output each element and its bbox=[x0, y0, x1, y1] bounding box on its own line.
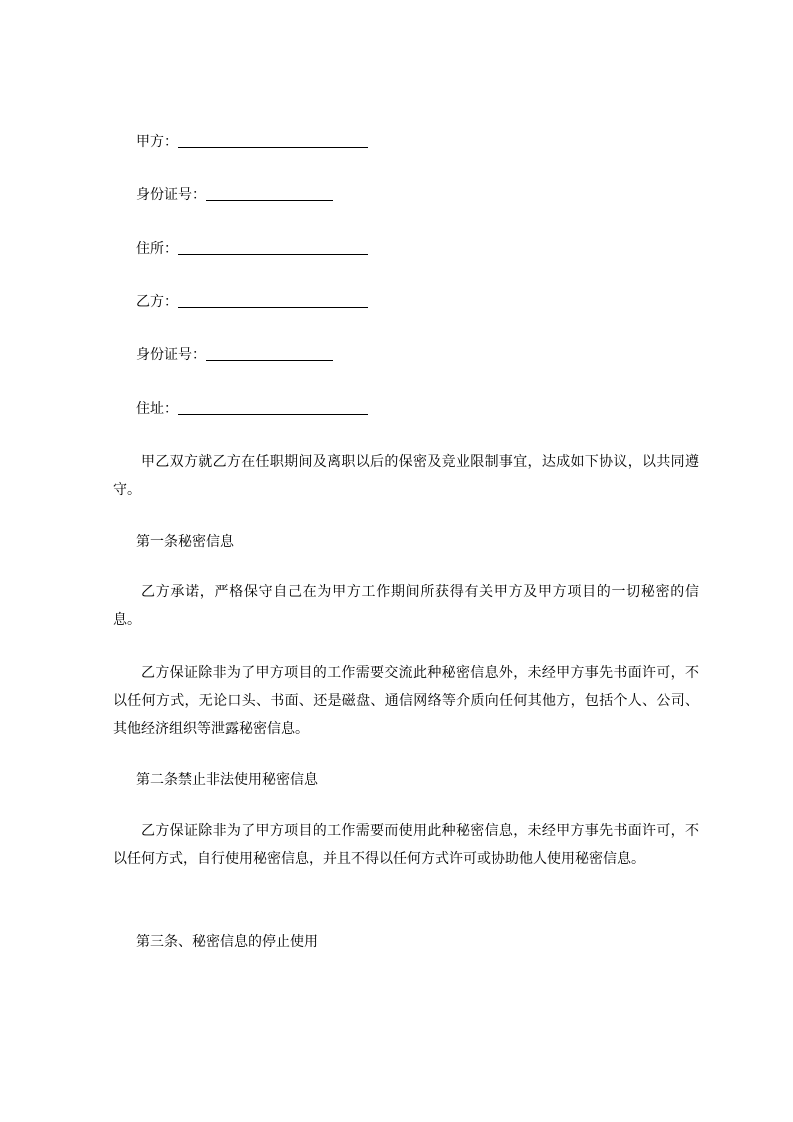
article-1-paragraph-2: 乙方保证除非为了甲方项目的工作需要交流此种秘密信息外，未经甲方事先书面许可，不以任何方式，无论口头、书面、还是磁盘、通信网络等介质向任何其他方，包括个人、公司、其他经济组织等泄露秘密信息。 bbox=[113, 665, 699, 737]
party-b-blank[interactable] bbox=[178, 291, 368, 308]
party-b-address-field bbox=[136, 397, 368, 421]
party-a-id-label: 身份证号： bbox=[136, 187, 206, 203]
party-b-id-blank[interactable] bbox=[206, 344, 333, 361]
party-a-id-blank[interactable] bbox=[206, 184, 333, 201]
party-b-address-blank[interactable] bbox=[178, 398, 368, 415]
party-a-field bbox=[136, 130, 368, 154]
party-a-blank[interactable] bbox=[178, 131, 368, 148]
party-b-label: 乙方： bbox=[136, 294, 178, 310]
article-3-title: 第三条、秘密信息的停止使用 bbox=[136, 934, 318, 950]
party-a-address-label: 住所： bbox=[136, 241, 178, 257]
party-b-id-label: 身份证号： bbox=[136, 347, 206, 363]
party-a-address-field bbox=[136, 237, 368, 261]
article-2-title: 第二条禁止非法使用秘密信息 bbox=[136, 772, 318, 788]
party-b-address-label: 住址： bbox=[136, 401, 178, 417]
party-a-id-field bbox=[136, 183, 333, 207]
intro-paragraph: 甲乙双方就乙方在任职期间及离职以后的保密及竞业限制事宜，达成如下协议，以共同遵守。 bbox=[113, 454, 699, 498]
party-a-label: 甲方： bbox=[136, 134, 178, 150]
article-1-title: 第一条秘密信息 bbox=[136, 534, 234, 550]
party-b-field bbox=[136, 290, 368, 314]
article-2-paragraph-1: 乙方保证除非为了甲方项目的工作需要而使用此种秘密信息，未经甲方事先书面许可，不以任何方式，自行使用秘密信息，并且不得以任何方式许可或协助他人使用秘密信息。 bbox=[113, 823, 699, 867]
party-a-address-blank[interactable] bbox=[178, 238, 368, 255]
article-1-paragraph-1: 乙方承诺，严格保守自己在为甲方工作期间所获得有关甲方及甲方项目的一切秘密的信息。 bbox=[113, 584, 699, 628]
party-b-id-field bbox=[136, 343, 333, 367]
